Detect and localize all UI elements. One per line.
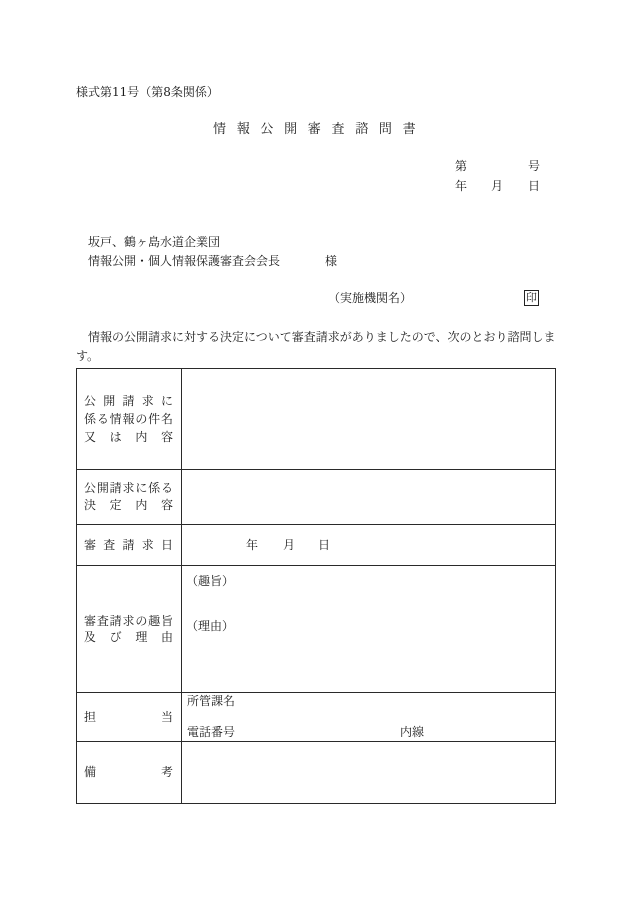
label-line: 決定内容 <box>84 498 173 512</box>
reference-number-prefix: 第 <box>455 159 468 173</box>
label-remarks <box>77 742 182 803</box>
label-line: 審査請求の趣旨 <box>84 613 173 628</box>
value-purpose-reason <box>182 566 555 692</box>
purpose-label: （趣旨） <box>186 574 235 588</box>
addressee-title: 情報公開・個人情報保護審査会会長 <box>88 254 281 268</box>
label-request-date <box>77 525 182 565</box>
label-request-subject <box>77 369 182 469</box>
form-number: 様式第11号（第8条関係） <box>76 85 219 99</box>
body-paragraph: 情報の公開請求に対する決定について審査請求がありましたので、次のとおり諮問します。 <box>76 330 556 363</box>
row-request-date <box>77 524 555 565</box>
label-purpose-reason <box>77 566 182 692</box>
row-purpose-reason <box>77 565 555 692</box>
label-line: 備考 <box>84 765 173 779</box>
value-decision-content <box>182 470 555 524</box>
label-line: 公開請求に係る <box>84 481 173 495</box>
addressee-organization: 坂戸、鶴ヶ島水道企業団 <box>88 235 221 249</box>
date-day-label: 日 <box>318 538 331 552</box>
label-contact <box>77 693 182 741</box>
value-request-subject <box>182 369 555 469</box>
label-decision-content <box>77 470 182 524</box>
date-month-label: 月 <box>283 538 296 552</box>
row-remarks <box>77 741 555 803</box>
label-line: 及び理由 <box>84 630 173 644</box>
consultation-table <box>76 368 556 804</box>
value-contact <box>182 693 555 741</box>
label-line: 係る情報の件名 <box>84 412 173 426</box>
label-line: 公開請求に <box>84 394 173 408</box>
reference-number-suffix: 号 <box>528 159 541 173</box>
row-request-subject <box>77 369 555 469</box>
issue-month-label: 月 <box>491 179 504 193</box>
label-line: 又は内容 <box>84 430 173 444</box>
agency-name-label: （実施機関名） <box>328 291 413 305</box>
date-year-label: 年 <box>246 538 259 552</box>
reason-label: （理由） <box>186 619 235 633</box>
seal-mark: 印 <box>526 291 537 304</box>
row-contact <box>77 692 555 741</box>
document-title: 情報公開審査諮問書 <box>213 122 427 137</box>
section-name-label: 所管課名 <box>187 694 236 708</box>
label-line: 担当 <box>84 709 173 724</box>
value-remarks <box>182 742 555 803</box>
addressee-honorific: 様 <box>325 254 338 268</box>
row-decision-content <box>77 469 555 524</box>
phone-number-label: 電話番号 <box>187 725 236 739</box>
issue-day-label: 日 <box>528 179 541 193</box>
extension-label: 内線 <box>400 725 425 739</box>
value-request-date <box>182 525 555 565</box>
issue-year-label: 年 <box>455 179 468 193</box>
label-line: 審査請求日 <box>84 537 173 552</box>
